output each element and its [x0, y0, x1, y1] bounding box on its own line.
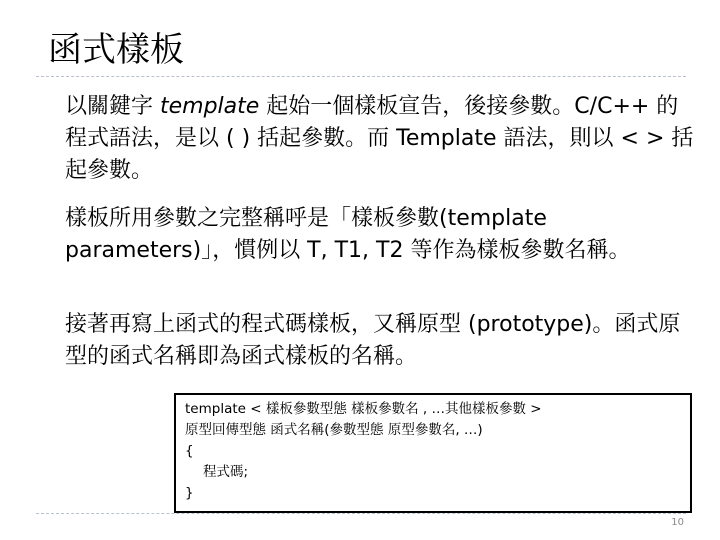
title-divider [36, 76, 686, 77]
bullet-marker-icon [36, 319, 52, 333]
bullet-keyword: template [160, 94, 260, 119]
footer-divider [36, 513, 686, 514]
code-line: 原型回傳型態 函式名稱(參數型態 原型參數名, …) [185, 422, 483, 438]
code-line: 程式碼; [203, 464, 249, 480]
bullet-text-rest: 起始一個樣板宣告，後接參數。C/C++ 的程式語法，是以 ( ) 括起參數。而 Template 語法，則以 < > 括起參數。 [65, 94, 694, 183]
code-line: template < 樣板參數型態 樣板參數名 , …其他樣板參數 > [185, 401, 542, 417]
bullet-marker-icon [36, 213, 52, 227]
code-line: } [185, 485, 194, 501]
code-line: { [185, 443, 194, 459]
bullet-marker-icon [36, 101, 52, 115]
bullet-text [65, 91, 695, 187]
bullet-text-prefix: 以關鍵字 [65, 94, 160, 119]
code-box [174, 393, 692, 513]
slide-title: 函式樣板 [48, 30, 184, 70]
page-number: 10 [671, 517, 684, 528]
bullet-text: 樣板所用參數之完整稱呼是「樣板參數(template parameters)」，慣例以 T, T1, T2 等作為樣板參數名稱。 [65, 206, 631, 263]
bullet-text: 接著再寫上函式的程式碼樣板，又稱原型 (prototype)。函式原型的函式名稱即為函式樣板的名稱。 [65, 312, 681, 369]
